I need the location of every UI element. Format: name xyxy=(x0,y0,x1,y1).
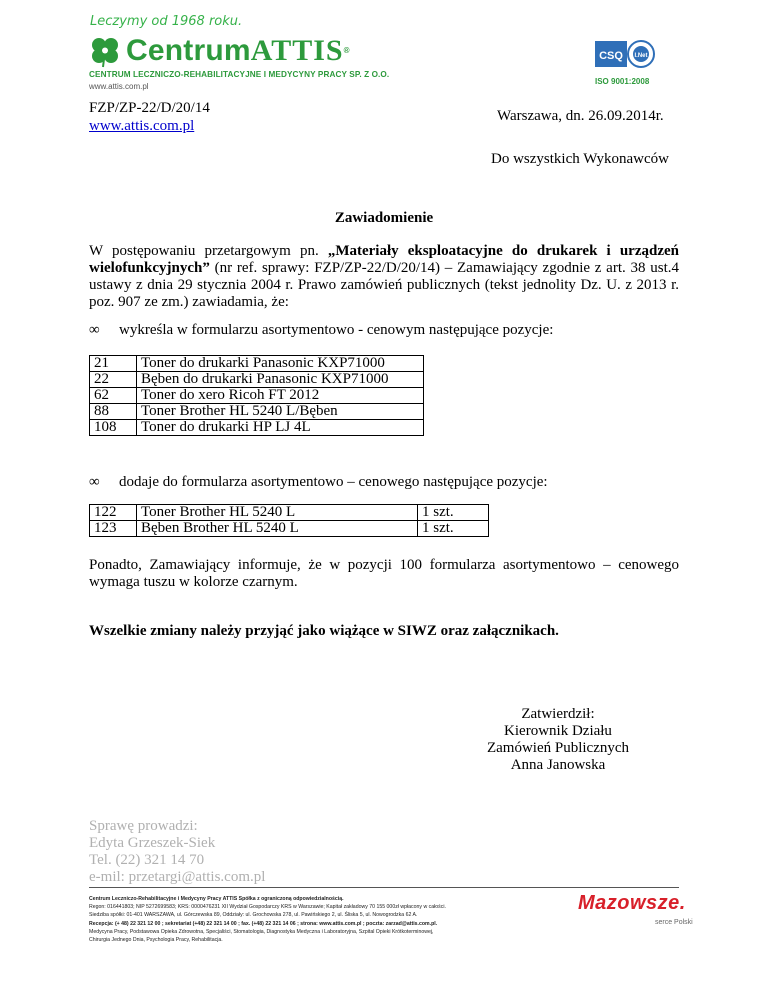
intro-paragraph xyxy=(89,243,679,311)
footer-line5: Medycyna Pracy, Podstawowa Opieka Zdrowotna, Specjaliści, Stomatologia, Diagnostyka Medyczna i Laboratoryjna, Szpital Opieki Krótkoterminowej, xyxy=(89,928,434,935)
footer-line3: Siedziba spółki: 01-401 WARSZAWA, ul. Górczewska 89, Oddziały: ul. Grochowska 278, ul. Pawińskiego 2, ul. Śliska 5, ul. Nowogrodzka 62 A. xyxy=(89,912,418,919)
item-number: 22 xyxy=(90,372,137,388)
added-item-row xyxy=(90,505,489,521)
slogan: Leczymy od 1968 roku. xyxy=(90,14,243,29)
item-name: Toner do drukarki Panasonic KXP71000 xyxy=(137,356,424,372)
added-items-table xyxy=(89,504,489,537)
added-intro: dodaje do formularza asortymentowo – cenowego następujące pozycje: xyxy=(119,474,548,490)
approval-label: Zatwierdził: xyxy=(521,706,595,722)
handler-email: e-mil: przetargi@attis.com.pl xyxy=(89,869,266,885)
mazowsze-logo: Mazowsze. xyxy=(578,892,686,914)
clover-icon xyxy=(88,34,122,68)
footer-text xyxy=(89,895,579,944)
brand-name xyxy=(126,35,350,67)
place-date: Warszawa, dn. 26.09.2014r. xyxy=(497,108,664,124)
addressee: Do wszystkich Wykonawców xyxy=(491,151,669,167)
handler-label: Sprawę prowadzi: xyxy=(89,818,198,834)
inet-text: I.Net xyxy=(634,53,648,59)
item-number: 122 xyxy=(90,505,137,521)
item-name: Toner do xero Ricoh FT 2012 xyxy=(137,388,424,404)
removed-item-row xyxy=(90,356,424,372)
footer-line2: Regon: 016441803; NIP 5272699583; KRS: 0000476231 XII Wydział Gospodarczy KRS w Warszawie; Kapitał zakładowy 70 155 000zł wpłacony w całości. xyxy=(89,904,446,911)
item-name: Toner Brother HL 5240 L xyxy=(137,505,418,521)
iso-label: ISO 9001:2008 xyxy=(595,77,650,86)
item-name: Bęben do drukarki Panasonic KXP71000 xyxy=(137,372,424,388)
removed-item-row xyxy=(90,404,424,420)
item-quantity: 1 szt. xyxy=(418,521,489,537)
item-number: 108 xyxy=(90,420,137,436)
item-number: 123 xyxy=(90,521,137,537)
footer-line4: Recepcja: (+ 48) 22 321 12 00 ; sekretariat (+48) 22 321 14 00 ; fax. (+48) 22 321 14 06 ; strona: www.attis.com.pl ; poczta: zarzad@attis.com.pl. xyxy=(89,920,438,927)
closing-statement: Wszelkie zmiany należy przyjąć jako wiążące w SIWZ oraz załącznikach. xyxy=(89,623,559,639)
company-line: CENTRUM LECZNICZO-REHABILITACYJNE I MEDYCYNY PRACY SP. Z O.O. xyxy=(89,70,390,79)
brand-centrum: Centrum xyxy=(126,34,251,67)
handler-block xyxy=(89,818,265,886)
handler-name: Edyta Grzeszek-Siek xyxy=(89,835,216,851)
item-name: Toner do drukarki HP LJ 4L xyxy=(137,420,424,436)
infinity-bullet-icon: ∞ xyxy=(89,474,100,490)
mazowsze-tagline: serce Polski xyxy=(655,919,693,926)
footer-divider xyxy=(89,887,679,888)
note-paragraph: Ponadto, Zamawiający informuje, że w pozycji 100 formularza asortymentowo – cenowego wymaga tuszu w kolorze czarnym. xyxy=(89,557,679,590)
approval-line2: Zamówień Publicznych xyxy=(486,740,630,756)
intro-before: W postępowaniu przetargowym pn. xyxy=(89,243,328,259)
attis-logo xyxy=(88,34,350,68)
approval-block xyxy=(458,706,658,774)
removed-item-row xyxy=(90,388,424,404)
item-number: 21 xyxy=(90,356,137,372)
header-website[interactable]: www.attis.com.pl xyxy=(89,82,149,91)
removed-items-table xyxy=(89,355,424,436)
footer-line1: Centrum Leczniczo-Rehabilitacyjne i Medycyny Pracy ATTIS Spółka z ograniczoną odpowiedzialnością. xyxy=(89,896,344,902)
reference-link[interactable]: www.attis.com.pl xyxy=(89,118,195,134)
removed-item-row xyxy=(90,420,424,436)
item-name: Bęben Brother HL 5240 L xyxy=(137,521,418,537)
item-quantity: 1 szt. xyxy=(418,505,489,521)
intro-bold: „Materiały eksploatacyjne do drukarek i urządzeń wielofunkcyjnych” xyxy=(89,243,679,276)
approval-name: Anna Janowska xyxy=(510,757,606,773)
handler-phone: Tel. (22) 321 14 70 xyxy=(89,852,205,868)
footer-line6: Chirurgia Jednego Dnia, Psychologia Pracy, Rehabilitacja. xyxy=(89,937,223,944)
added-item-row xyxy=(90,521,489,537)
approval-line1: Kierownik Działu xyxy=(504,723,612,739)
intro-after: (nr ref. sprawy: FZP/ZP-22/D/20/14) – Zamawiający zgodnie z art. 38 ust.4 ustawy z dnia 29 stycznia 2004 r. Prawo zamówień publicznych (tekst jednolity Dz. U. z 2013 r. poz. 907 ze zm.) zawiadamia, że: xyxy=(89,260,679,310)
infinity-bullet-icon: ∞ xyxy=(89,322,100,338)
brand-attis: ATTIS xyxy=(250,34,344,67)
csq-text: CSQ xyxy=(599,50,623,62)
removed-item-row xyxy=(90,372,424,388)
item-name: Toner Brother HL 5240 L/Bęben xyxy=(137,404,424,420)
item-number: 62 xyxy=(90,388,137,404)
reference-number: FZP/ZP-22/D/20/14 xyxy=(89,100,210,116)
item-number: 88 xyxy=(90,404,137,420)
removed-intro: wykreśla w formularzu asortymentowo - cenowym następujące pozycje: xyxy=(119,322,554,338)
brand-reg: ® xyxy=(343,46,350,55)
csq-certificate-logo xyxy=(595,35,655,73)
document-title: Zawiadomienie xyxy=(334,210,434,226)
